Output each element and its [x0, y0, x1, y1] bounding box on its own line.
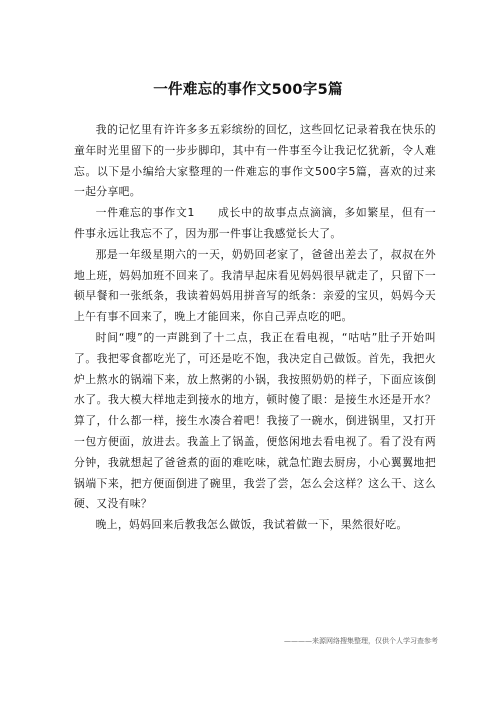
paragraph-cooking: 时间“嗖”的一声跳到了十二点，我正在看电视，“咕咕”肚子开始叫了。我把零食都吃光了，可还是吃不饱，我决定自己做饭。首先，我把火炉上熬水的锅端下来，放上熬粥的小锅，我按照奶奶的样子，下面应该倒水了。我大模大样地走到接水的地方，顿时傻了眼：是接生水还是开水？算了，什么都一样，接生水凑合着吧！我接了一碗水，倒进锅里，又打开一包方便面，放进去。我盖上了锅盖，便悠闲地去看电视了。看了没有两分钟，我就想起了爸爸煮的面的难吃味，就急忙跑去厨房，小心翼翼地把锅端下来，把方便面倒进了碗里，我尝了尝，怎么会这样？这么干、这么硬、又没有味？ — [74, 330, 436, 511]
paragraph-essay-1-intro: 一件难忘的事作文1 成长中的故事点点滴滴，多如繁星，但有一件事永远让我忘不了，因为那一件事让我感觉长大了。 — [74, 206, 436, 240]
document-title: 一件难忘的事作文500字5篇 — [153, 82, 343, 98]
paragraph-evening: 晚上，妈妈回来后教我怎么做饭，我试着做一下，果然很好吃。 — [95, 518, 408, 532]
document-body — [74, 120, 436, 536]
paragraph-intro: 我的记忆里有许许多多五彩缤纷的回忆，这些回忆记录着我在快乐的童年时光里留下的一步步脚印，其中有一件事至今让我记忆犹新，令人难忘。以下是小编给大家整理的一件难忘的事作文500字5篇，喜欢的过来一起分享吧。 — [74, 123, 436, 199]
paragraph-saturday: 那是一年级星期六的一天，奶奶回老家了，爸爸出差去了，叔叔在外地上班，妈妈加班不回来了。我清早起床看见妈妈很早就走了，只留下一顿早餐和一张纸条，我读着妈妈用拼音写的纸条：亲爱的宝贝，妈妈今天上午有事不回来了，晚上才能回来，你自己弄点吃的吧。 — [74, 247, 436, 324]
source-footer: ————来源网络搜集整理，仅供个人学习查参考 — [284, 637, 438, 645]
